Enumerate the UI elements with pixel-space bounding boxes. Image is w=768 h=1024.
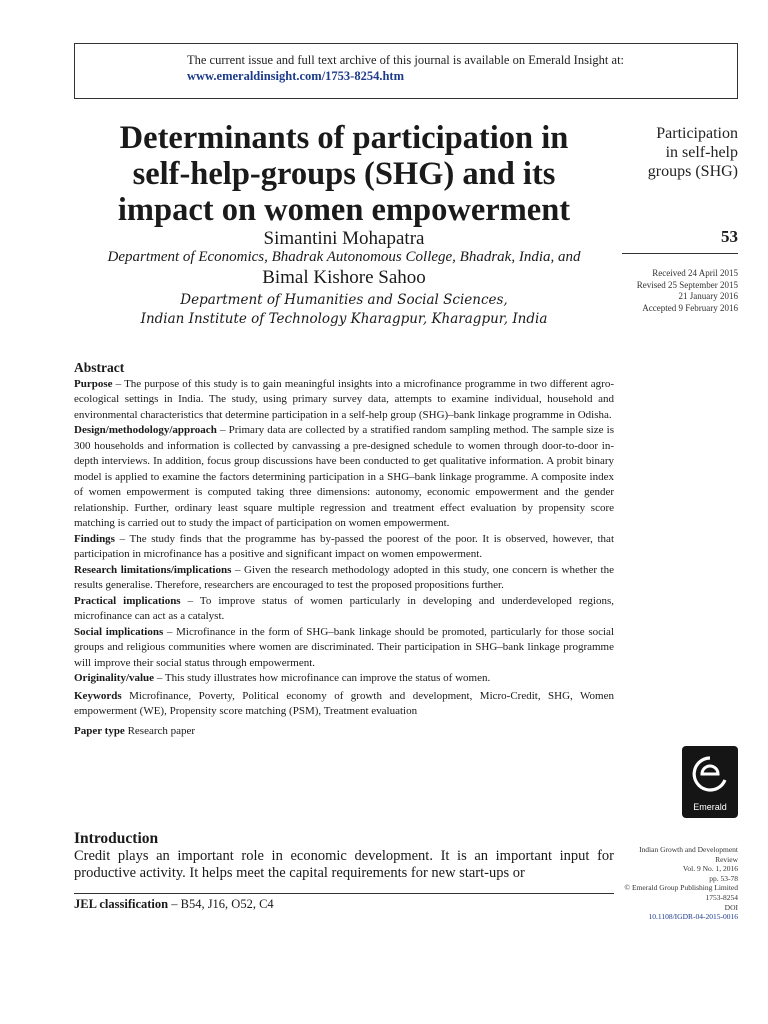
author-affiliation-2 — [74, 291, 614, 329]
author-name-2: Bimal Kishore Sahoo — [262, 267, 426, 288]
introduction-text: Credit plays an important role in economic development. It is an important input for productive activity. It helps meet the capital requirements for new start-ups or — [74, 848, 614, 881]
purpose-text: – The purpose of this study is to gain meaningful insights into a microfinance programme in two different agro-ecological settings in India. The study, using primary survey data, attempts to examine individual, household and environmental characteristics that determine participation in a self-help group (SHG)–bank linkage programme in Odisha. — [74, 377, 614, 421]
running-title-line-1: Participation — [656, 125, 738, 142]
abstract-paper-type — [74, 724, 614, 740]
design-text: – Primary data are collected by a stratified random sampling method. The sample size is 300 households and information is collected by canvassing a pre-designed schedule to women through door-to-door in-depth interviews. In addition, focus group discussions have been conducted to get qualitative information. A probit binary model is applied to examine the factors determining participation in a SHG–bank linkage programme. A composite index of women empowerment is computed taking three dimensions: autonomy, economic empowerment and the gender relationship. Further, ordinary least square multiple regression and treatment effect evaluation by propensity score matching is carried out to study the impact of participation on women empowerment. — [74, 424, 614, 529]
jel-codes: – B54, J16, O52, C4 — [168, 897, 274, 911]
emerald-logo — [682, 746, 738, 818]
purpose-label: Purpose — [74, 377, 113, 390]
introduction-heading: Introduction — [74, 830, 159, 847]
jel-classification — [74, 897, 274, 912]
title-line-2: self-help-groups (SHG) and its — [132, 156, 556, 192]
author-name-1: Simantini Mohapatra — [263, 228, 425, 249]
title-line-3: impact on women empowerment — [117, 192, 571, 228]
jel-label: JEL classification — [74, 897, 169, 911]
received-date: Received 24 April 2015 — [652, 268, 738, 278]
revised-date-1: Revised 25 September 2015 — [636, 279, 738, 290]
abstract-originality — [74, 671, 614, 687]
paper-type-label: Paper type — [74, 724, 125, 737]
notice-text: The current issue and full text archive of this journal is available on Emerald Insight at: — [187, 53, 625, 67]
issn: 1753-8254 — [705, 892, 738, 902]
social-label: Social implications — [74, 625, 164, 638]
doi-line — [600, 903, 738, 922]
journal-notice-box — [74, 43, 738, 99]
originality-text: – This study illustrates how microfinance can improve the status of women. — [154, 672, 491, 684]
emerald-e-icon — [689, 752, 731, 798]
affiliation-2-line-1: Department of Humanities and Social Sciences, — [180, 292, 508, 308]
abstract-limitations — [74, 563, 614, 594]
submission-dates — [600, 268, 738, 314]
abstract-practical — [74, 594, 614, 625]
paper-title — [74, 120, 614, 228]
logo-text: Emerald — [693, 802, 727, 812]
copyright: © Emerald Group Publishing Limited — [624, 883, 738, 893]
keywords-label: Keywords — [74, 689, 122, 702]
findings-text: – The study finds that the programme has by-passed the poorest of the poor. It is observed, however, that participation in microfinance has a positive and significant impact on women empowerment. — [74, 532, 614, 560]
practical-label: Practical implications — [74, 594, 181, 607]
affiliation-2-line-2: Indian Institute of Technology Kharagpur, Kharagpur, India — [140, 311, 548, 327]
abstract-social — [74, 625, 614, 672]
keywords-text: Microfinance, Poverty, Political economy of growth and development, Micro-Credit, SHG, Women empowerment (WE), Propensity score matching (PSM), Treatment evaluation — [74, 689, 614, 717]
sidebar-divider — [622, 253, 738, 254]
page-range: pp. 53-78 — [709, 873, 738, 883]
running-title-line-3: groups (SHG) — [647, 163, 738, 180]
social-text: – Microfinance in the form of SHG–bank linkage should be promoted, particularly for those social groups and religious communities where women are discriminated. Their participation in SHG–bank linkage programme will improve their social status through empowerment. — [74, 625, 614, 669]
publication-info — [600, 845, 738, 922]
abstract-section — [74, 360, 614, 739]
limitations-text: – Given the research methodology adopted in this study, one concern is whether the results generalise. Therefore, researchers are encouraged to test the proposed propositions further. — [74, 563, 615, 591]
journal-url-link[interactable]: www.emeraldinsight.com/1753-8254.htm — [187, 69, 404, 83]
accepted-date: Accepted 9 February 2016 — [642, 302, 738, 313]
abstract-heading: Abstract — [74, 360, 125, 375]
originality-label: Originality/value — [74, 672, 155, 684]
abstract-keywords — [74, 689, 614, 720]
running-title-line-2: in self-help — [665, 144, 738, 161]
title-line-1: Determinants of participation in — [119, 120, 569, 156]
practical-text: – To improve status of women particularly in developing and underdeveloped regions, microfinance can act as a catalyst. — [74, 594, 614, 622]
author-affiliation-1: Department of Economics, Bhadrak Autonomous College, Bhadrak, India, and — [107, 249, 581, 265]
page-number: 53 — [721, 227, 738, 246]
jel-divider — [74, 893, 614, 894]
doi-link[interactable]: 10.1108/IGDR-04-2015-0016 — [648, 912, 738, 922]
findings-label: Findings — [74, 532, 115, 545]
design-label: Design/methodology/approach — [74, 424, 217, 436]
limitations-label: Research limitations/implications — [74, 563, 232, 576]
journal-name-line-2: Review — [715, 854, 738, 864]
abstract-findings — [74, 532, 614, 563]
paper-type-text: Research paper — [124, 724, 196, 737]
doi-label: DOI — [724, 902, 738, 912]
running-title — [622, 124, 738, 181]
volume-info: Vol. 9 No. 1, 2016 — [682, 864, 738, 874]
revised-date-2: 21 January 2016 — [678, 291, 738, 301]
journal-name-line-1: Indian Growth and Development — [639, 845, 738, 854]
abstract-purpose — [74, 377, 614, 424]
abstract-design — [74, 423, 614, 532]
